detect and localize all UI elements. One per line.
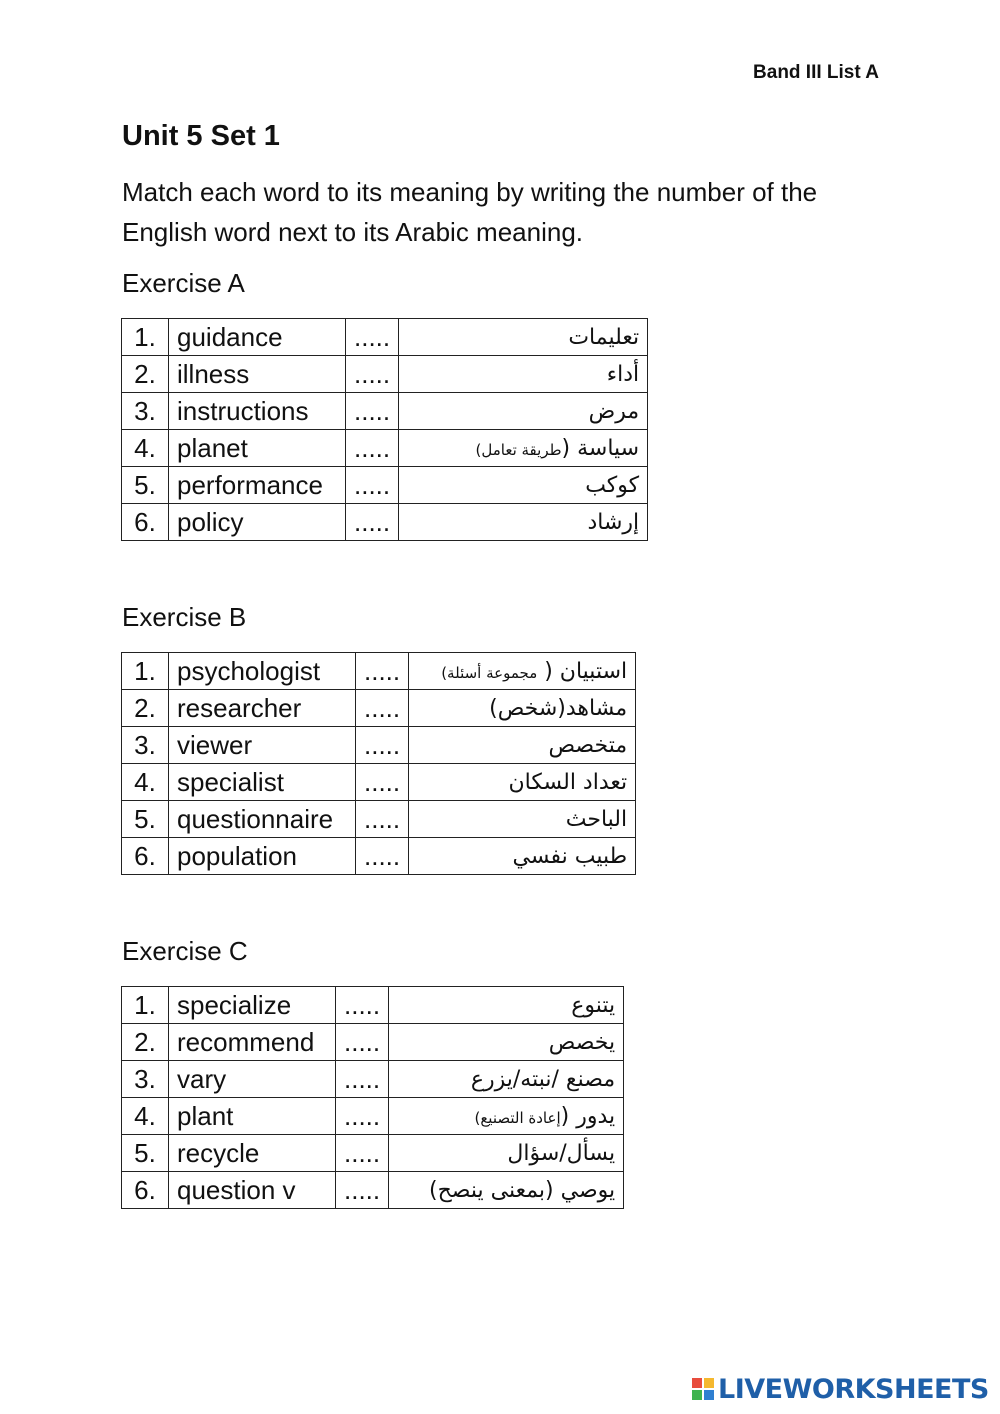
english-word: psychologist xyxy=(169,653,356,690)
english-word: policy xyxy=(169,504,346,541)
meaning-note: مجموعة أسئلة) xyxy=(441,663,538,682)
meaning-text: مشاهد(شخص) xyxy=(489,695,628,721)
row-number: 5. xyxy=(122,467,169,504)
english-word: recycle xyxy=(169,1135,336,1172)
meaning-text: يدور ( xyxy=(560,1103,616,1129)
arabic-meaning xyxy=(389,1098,624,1135)
table-row xyxy=(122,1098,624,1135)
meaning-text: طبيب نفسي xyxy=(512,843,628,869)
answer-blank[interactable]: ..... xyxy=(346,356,399,393)
exercise-c-table xyxy=(121,986,624,1209)
page-title: Unit 5 Set 1 xyxy=(122,120,280,152)
table-row xyxy=(122,1024,624,1061)
meaning-note: طريقة تعامل) xyxy=(475,440,562,459)
english-word: illness xyxy=(169,356,346,393)
answer-blank[interactable]: ..... xyxy=(356,653,409,690)
table-row xyxy=(122,801,636,838)
answer-blank[interactable]: ..... xyxy=(336,1061,389,1098)
answer-blank[interactable]: ..... xyxy=(356,764,409,801)
table-row xyxy=(122,1172,624,1209)
liveworksheets-logo[interactable] xyxy=(692,1373,989,1405)
answer-blank[interactable]: ..... xyxy=(336,1024,389,1061)
meaning-text: إرشاد xyxy=(587,509,640,535)
liveworksheets-logo-icon xyxy=(692,1378,714,1400)
meaning-text: مرض xyxy=(588,398,640,424)
row-number: 6. xyxy=(122,838,169,875)
english-word: instructions xyxy=(169,393,346,430)
row-number: 4. xyxy=(122,764,169,801)
english-word: questionnaire xyxy=(169,801,356,838)
logo-square-green xyxy=(692,1390,702,1400)
table-row xyxy=(122,356,648,393)
arabic-meaning xyxy=(399,504,648,541)
arabic-meaning xyxy=(389,987,624,1024)
answer-blank[interactable]: ..... xyxy=(346,504,399,541)
arabic-meaning xyxy=(409,690,636,727)
instructions xyxy=(122,172,902,252)
arabic-meaning xyxy=(399,319,648,356)
arabic-meaning xyxy=(409,727,636,764)
table-row xyxy=(122,987,624,1024)
table-row xyxy=(122,727,636,764)
arabic-meaning xyxy=(409,801,636,838)
row-number: 5. xyxy=(122,801,169,838)
row-number: 4. xyxy=(122,1098,169,1135)
exercise-a-table xyxy=(121,318,648,541)
table-row xyxy=(122,838,636,875)
arabic-meaning xyxy=(409,653,636,690)
meaning-text: يخصص xyxy=(548,1029,616,1055)
row-number: 3. xyxy=(122,393,169,430)
answer-blank[interactable]: ..... xyxy=(336,1098,389,1135)
answer-blank[interactable]: ..... xyxy=(336,1135,389,1172)
english-word xyxy=(169,1172,336,1209)
english-word: plant xyxy=(169,1098,336,1135)
row-number: 2. xyxy=(122,1024,169,1061)
english-word: viewer xyxy=(169,727,356,764)
meaning-text: أداء xyxy=(606,361,640,387)
table-row xyxy=(122,393,648,430)
arabic-meaning xyxy=(389,1172,624,1209)
meaning-text: سياسة ( xyxy=(561,435,640,461)
table-row xyxy=(122,319,648,356)
meaning-text: تعداد السكان xyxy=(508,769,628,795)
answer-blank[interactable]: ..... xyxy=(346,393,399,430)
word-text: question v xyxy=(177,1174,296,1205)
logo-text: LIVEWORKSHEETS xyxy=(718,1373,989,1405)
meaning-text: كوكب xyxy=(585,472,640,498)
instructions-line-2: English word next to its Arabic meaning. xyxy=(122,217,584,247)
english-word: population xyxy=(169,838,356,875)
table-row xyxy=(122,1061,624,1098)
exercise-b-heading: Exercise B xyxy=(122,602,247,632)
english-word: planet xyxy=(169,430,346,467)
row-number: 6. xyxy=(122,1172,169,1209)
logo-square-red xyxy=(692,1378,702,1388)
answer-blank[interactable]: ..... xyxy=(356,690,409,727)
arabic-meaning xyxy=(399,393,648,430)
row-number: 6. xyxy=(122,504,169,541)
row-number: 2. xyxy=(122,690,169,727)
row-number: 5. xyxy=(122,1135,169,1172)
logo-square-yellow xyxy=(704,1378,714,1388)
instructions-line-1: Match each word to its meaning by writing the number of the xyxy=(122,177,818,207)
english-word: guidance xyxy=(169,319,346,356)
english-word: recommend xyxy=(169,1024,336,1061)
table-row xyxy=(122,764,636,801)
meaning-text: تعليمات xyxy=(568,324,640,350)
meaning-text: يتنوع xyxy=(571,992,616,1018)
table-row xyxy=(122,430,648,467)
meaning-text: يوصي (بمعنى ينصح) xyxy=(428,1177,616,1203)
meaning-text: متخصص xyxy=(548,732,628,758)
table-row xyxy=(122,1135,624,1172)
exercise-b-table xyxy=(121,652,636,875)
exercise-a-heading: Exercise A xyxy=(122,268,245,298)
row-number: 1. xyxy=(122,653,169,690)
answer-blank[interactable]: ..... xyxy=(356,801,409,838)
answer-blank[interactable]: ..... xyxy=(346,467,399,504)
english-word: researcher xyxy=(169,690,356,727)
arabic-meaning xyxy=(389,1135,624,1172)
english-word: specialize xyxy=(169,987,336,1024)
table-row xyxy=(122,653,636,690)
english-word: performance xyxy=(169,467,346,504)
table-row xyxy=(122,504,648,541)
row-number: 1. xyxy=(122,319,169,356)
logo-square-blue xyxy=(704,1390,714,1400)
answer-blank[interactable]: ..... xyxy=(356,727,409,764)
table-row xyxy=(122,467,648,504)
band-label: Band III List A xyxy=(753,62,879,83)
row-number: 2. xyxy=(122,356,169,393)
meaning-note: إعادة التصنيع) xyxy=(474,1108,561,1127)
arabic-meaning xyxy=(409,838,636,875)
english-word: vary xyxy=(169,1061,336,1098)
row-number: 3. xyxy=(122,1061,169,1098)
meaning-text: الباحث xyxy=(565,806,628,832)
exercise-c-heading: Exercise C xyxy=(122,936,248,966)
meaning-text: يسأل/سؤال xyxy=(507,1140,616,1166)
arabic-meaning xyxy=(409,764,636,801)
arabic-meaning xyxy=(399,467,648,504)
row-number: 4. xyxy=(122,430,169,467)
arabic-meaning xyxy=(399,430,648,467)
answer-blank[interactable]: ..... xyxy=(356,838,409,875)
table-row xyxy=(122,690,636,727)
answer-blank[interactable]: ..... xyxy=(346,430,399,467)
answer-blank[interactable]: ..... xyxy=(346,319,399,356)
answer-blank[interactable]: ..... xyxy=(336,987,389,1024)
meaning-text: مصنع /نبته/يزرع xyxy=(470,1066,616,1092)
meaning-text: استبيان ( xyxy=(537,658,628,684)
arabic-meaning xyxy=(399,356,648,393)
row-number: 3. xyxy=(122,727,169,764)
answer-blank[interactable]: ..... xyxy=(336,1172,389,1209)
arabic-meaning xyxy=(389,1061,624,1098)
english-word: specialist xyxy=(169,764,356,801)
row-number: 1. xyxy=(122,987,169,1024)
arabic-meaning xyxy=(389,1024,624,1061)
